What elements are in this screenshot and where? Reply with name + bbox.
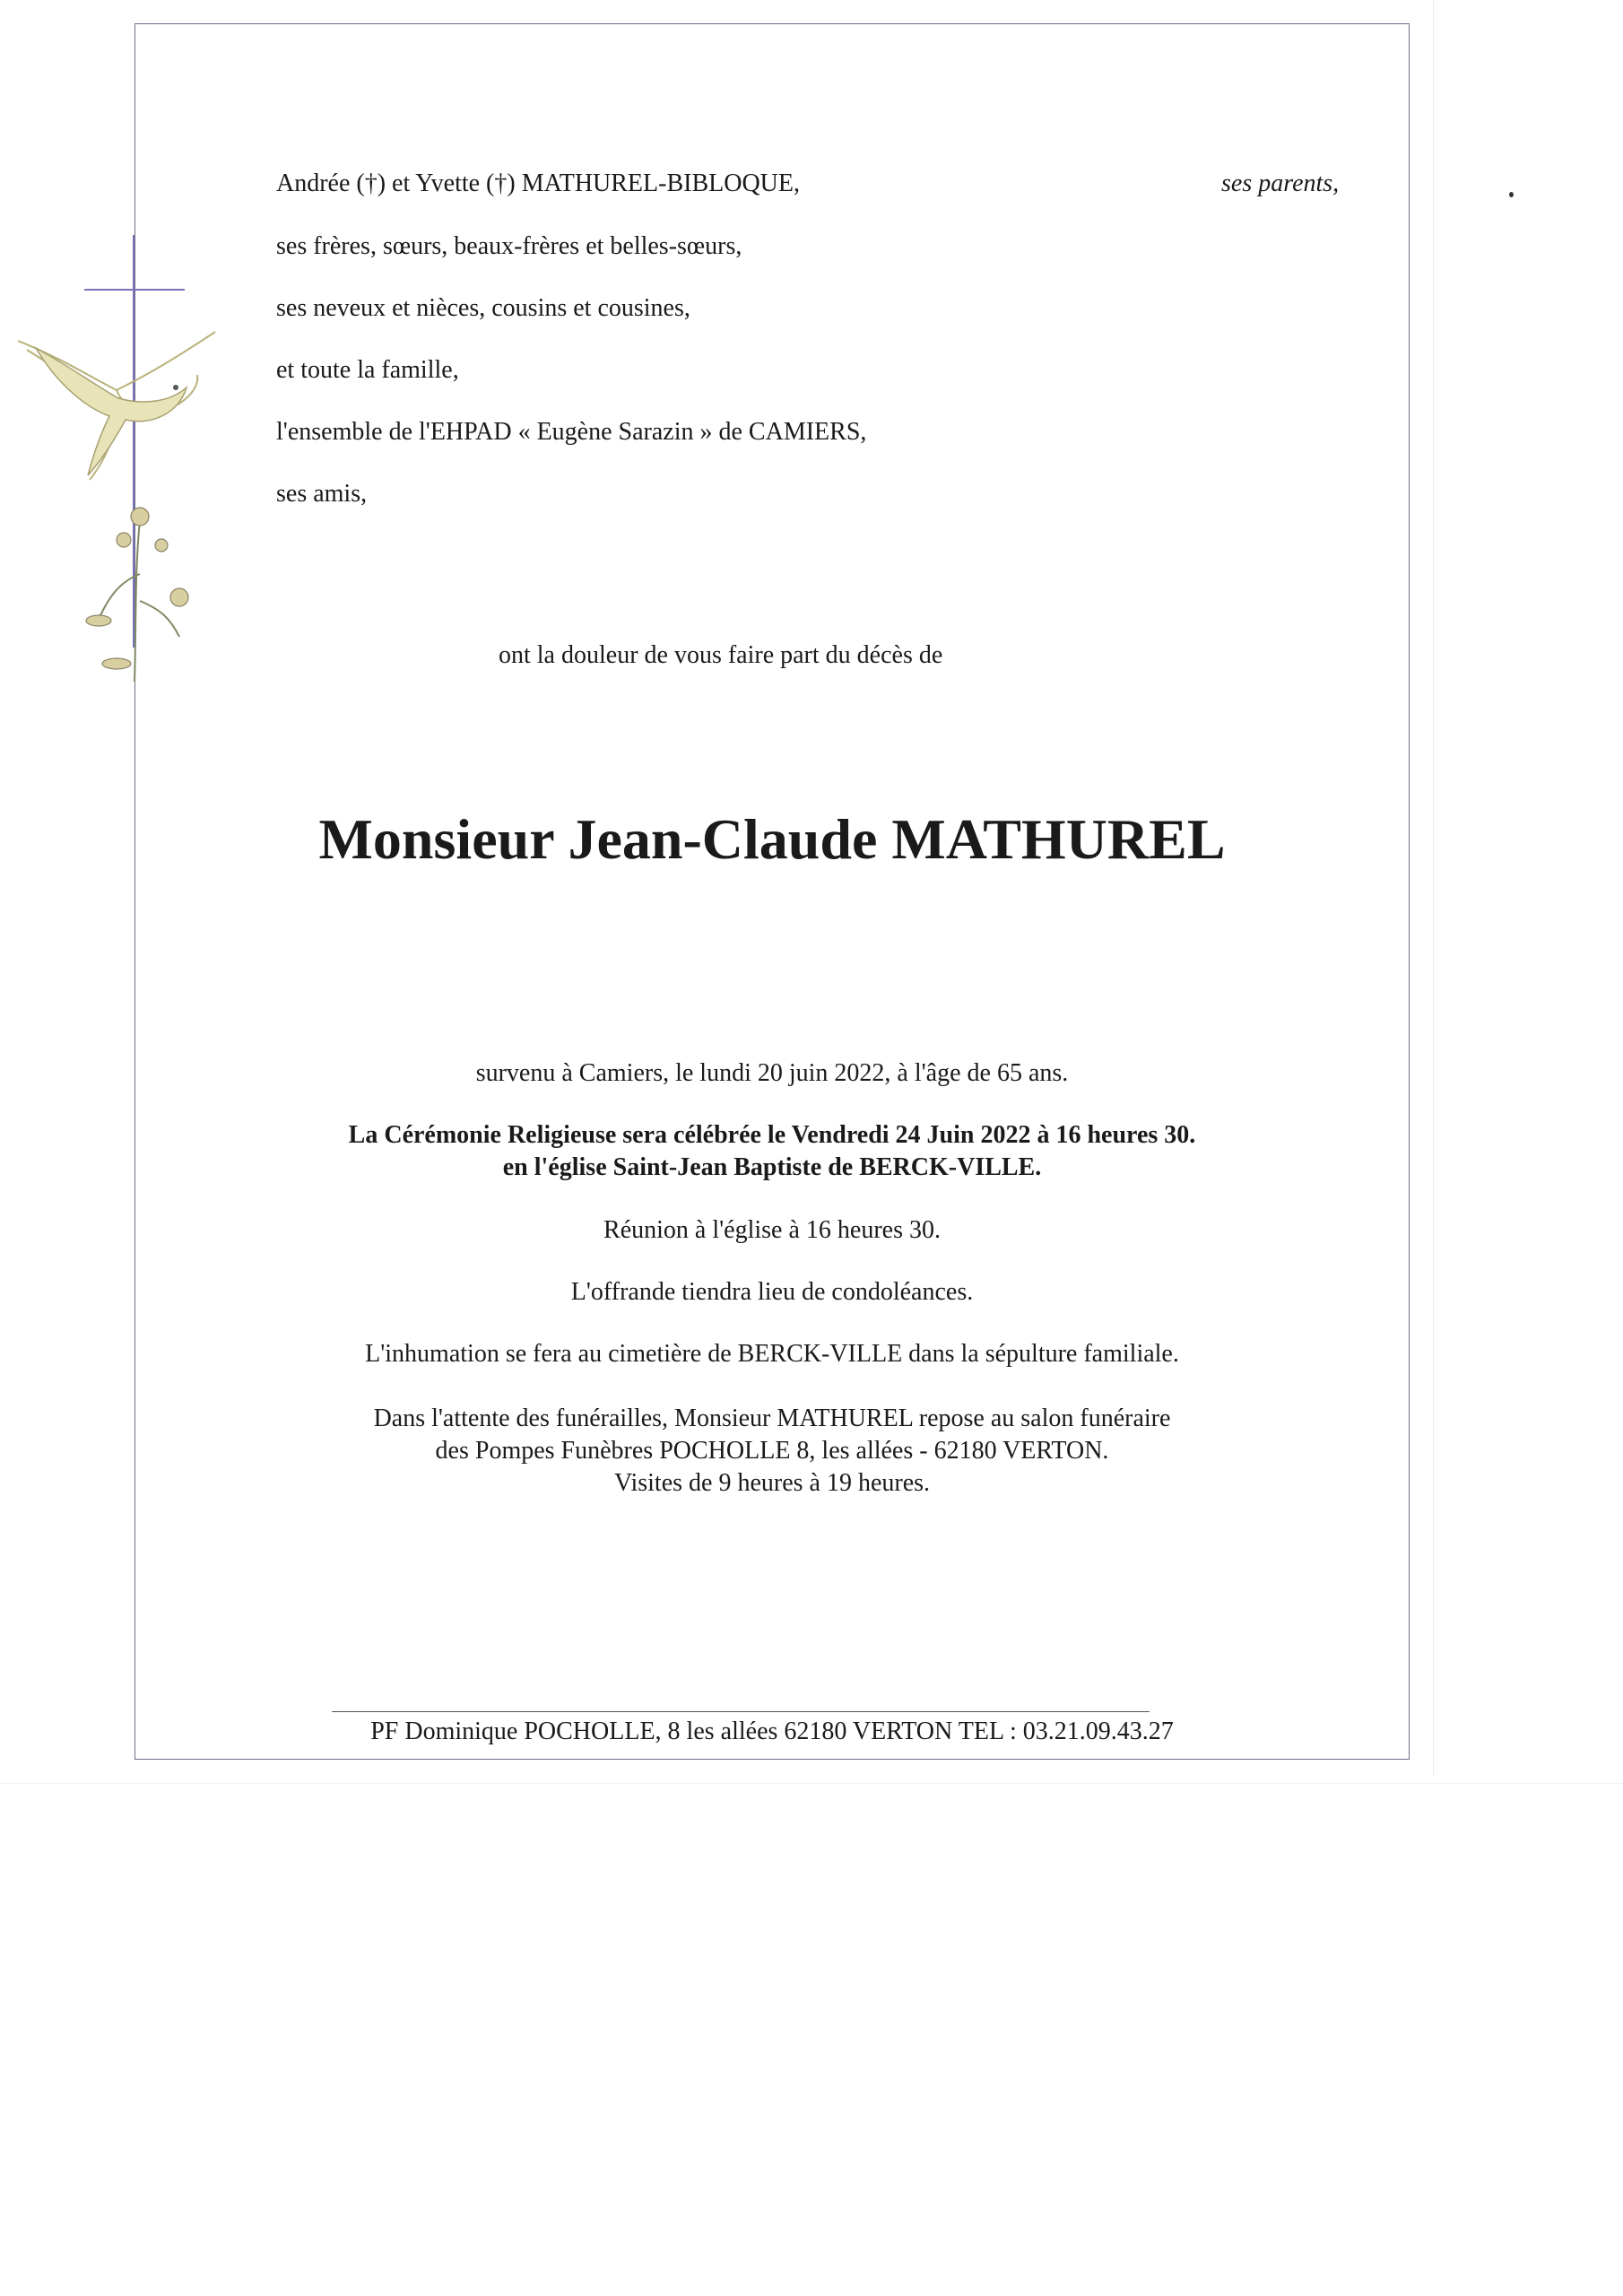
footer-divider bbox=[332, 1711, 1150, 1712]
ceremony-church-line: en l'église Saint-Jean Baptiste de BERCK-VILLE. bbox=[502, 1153, 1042, 1181]
parents-line: Andrée (†) et Yvette (†) MATHUREL-BIBLOQUE, bbox=[276, 170, 801, 197]
cross-icon-horizontal bbox=[84, 289, 185, 291]
dove-flower-ornament-icon bbox=[9, 305, 224, 682]
parents-role: ses parents, bbox=[1221, 170, 1340, 197]
announcement-text: ont la douleur de vous faire part du décès de bbox=[499, 641, 943, 669]
viewing-address-line: des Pompes Funèbres POCHOLLE 8, les allées - 62180 VERTON. bbox=[435, 1437, 1109, 1465]
offering-text: L'offrande tiendra lieu de condoléances. bbox=[570, 1278, 974, 1306]
scan-bottom-edge bbox=[0, 1783, 1623, 1784]
ceremony-line: La Cérémonie Religieuse sera célébrée le Vendredi 24 Juin 2022 à 16 heures 30. bbox=[348, 1121, 1196, 1149]
death-details: survenu à Camiers, le lundi 20 juin 2022, à l'âge de 65 ans. bbox=[475, 1059, 1069, 1087]
family-line: et toute la famille, bbox=[276, 356, 459, 384]
meeting-text: Réunion à l'église à 16 heures 30. bbox=[603, 1216, 941, 1244]
family-line: l'ensemble de l'EHPAD « Eugène Sarazin » de CAMIERS, bbox=[276, 418, 867, 446]
footer-funeral-home: PF Dominique POCHOLLE, 8 les allées 62180 VERTON TEL : 03.21.09.43.27 bbox=[370, 1718, 1174, 1745]
family-line: ses frères, sœurs, beaux-frères et belles-sœurs, bbox=[276, 232, 742, 260]
scan-edge bbox=[1433, 0, 1434, 1776]
family-line: ses amis, bbox=[276, 480, 368, 508]
deceased-name: Monsieur Jean-Claude MATHUREL bbox=[318, 807, 1226, 871]
viewing-line: Dans l'attente des funérailles, Monsieur MATHUREL repose au salon funéraire bbox=[373, 1405, 1171, 1432]
viewing-hours-line: Visites de 9 heures à 19 heures. bbox=[613, 1469, 931, 1497]
family-line: ses neveux et nièces, cousins et cousines, bbox=[276, 294, 690, 322]
scan-speck bbox=[1509, 192, 1514, 197]
burial-text: L'inhumation se fera au cimetière de BERCK-VILLE dans la sépulture familiale. bbox=[365, 1340, 1179, 1368]
notice-border bbox=[135, 23, 1410, 1760]
